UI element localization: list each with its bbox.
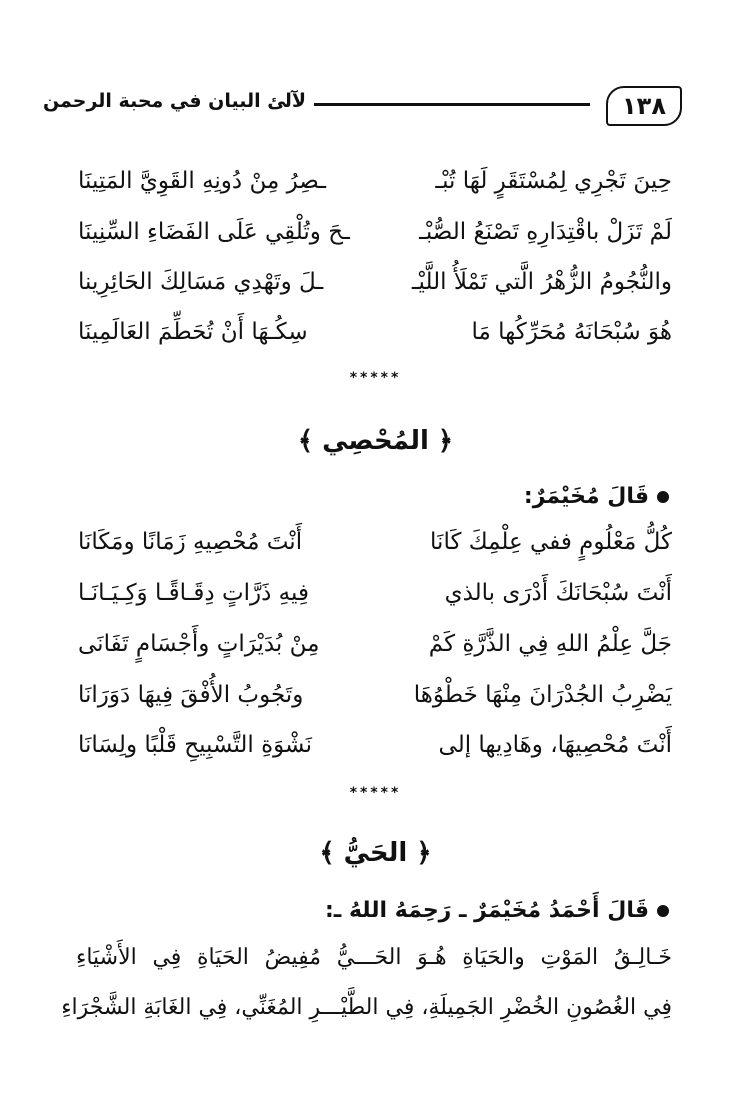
- section-title: ﴿ الحَيُّ ﴾: [319, 838, 432, 868]
- verse-second-hemistich: أَنْتَ مُحْصِيهِ زَمَانًا ومَكَانَا: [78, 529, 303, 555]
- verse-second-hemistich: وتَجُوبُ الأُفْقَ فِيهَا دَوَرَانَا: [78, 682, 304, 708]
- verse-first-hemistich: أَنْتَ مُحْصِيهَا، وهَادِيها إلى: [438, 732, 672, 758]
- poem-verse: [78, 212, 672, 252]
- section-separator: *****: [349, 785, 402, 801]
- poem-verse: [78, 725, 672, 765]
- verse-first-hemistich: أَنْتَ سُبْحَانَكَ أَدْرَى بالذي: [444, 580, 672, 606]
- prose-line: خَـالِـقُ المَوْتِ والحَيَاةِ هُـوَ الحَـــيُّ مُفِيضُ الحَيَاةِ فِي الأَشْيَاءِ: [76, 945, 672, 970]
- prose-line: فِي الغُصُونِ الخُضْرِ الجَمِيلَةِ، فِي الطَّيْـــرِ المُغَنِّي، فِي الغَابَةِ الشَّجْرَاءِ: [61, 995, 672, 1020]
- verse-second-hemistich: ـحَ وتُلْقِي عَلَى الفَضَاءِ السِّنِينَا: [78, 219, 350, 245]
- poem-verse: [78, 161, 672, 201]
- page-number: ١٣٨: [606, 86, 682, 126]
- bullet-icon: [657, 905, 669, 917]
- verse-second-hemistich: نَشْوَةِ التَّسْبِيحِ قَلْبًا ولِسَانَا: [78, 732, 312, 758]
- verse-first-hemistich: جَلَّ عِلْمُ اللهِ فِي الذَّرَّةِ كَمْ: [428, 631, 672, 657]
- page-header: [42, 82, 682, 128]
- verse-first-hemistich: هُوَ سُبْحَانَهُ مُحَرِّكُها مَا: [471, 319, 672, 345]
- verse-second-hemistich: مِنْ بُدَيْرَاتٍ وأَجْسَامٍ تَفَانَى: [78, 631, 320, 657]
- poem-verse: [78, 675, 672, 715]
- header-rule: [314, 103, 590, 106]
- poem-verse: [78, 522, 672, 562]
- poem-verse: [78, 573, 672, 613]
- poet-intro: [524, 484, 669, 509]
- verse-first-hemistich: كُلُّ مَعْلُومٍ ففي عِلْمِكَ كَانَا: [430, 529, 672, 555]
- verse-second-hemistich: فِيهِ ذَرَّاتٍ دِقَـاقًـا وَكِـيَـانَـا: [78, 580, 309, 606]
- verse-second-hemistich: سِكُـهَا أَنْ تُحَطِّمَ العَالَمِينَا: [78, 319, 308, 345]
- verse-first-hemistich: حِينَ تَجْرِي لِمُسْتَقَرٍ لَهَا تُبْـ: [435, 168, 672, 194]
- section-title: ﴿ المُحْصِي ﴾: [297, 426, 454, 456]
- poem-verse: [78, 312, 672, 352]
- section-separator: *****: [349, 370, 402, 386]
- verse-second-hemistich: ـلَ وتَهْدِي مَسَالِكَ الحَائِرِينا: [78, 269, 324, 295]
- bullet-icon: [657, 491, 669, 503]
- verse-first-hemistich: والنُّجُومُ الزُّهْرُ الَّتي تَمْلَأُ اللَّيْـ: [411, 269, 672, 295]
- poem-verse: [78, 624, 672, 664]
- verse-second-hemistich: ـصِرُ مِنْ دُونِهِ القَوِيَّ المَتِينَا: [78, 168, 326, 194]
- poem-verse: [78, 262, 672, 302]
- poet-intro-text: قَالَ مُخَيْمَرٌ:: [523, 484, 649, 509]
- book-title: لآلئ البيان في محبة الرحمن: [42, 90, 306, 112]
- poet-intro: [325, 898, 669, 923]
- poet-intro-text: قَالَ أَحْمَدُ مُخَيْمَرٌ ـ رَحِمَهُ اللهُ ـ:: [324, 898, 649, 923]
- verse-first-hemistich: يَضْرِبُ الجُدْرَانَ مِنْهَا خَطْوُهَا: [413, 682, 672, 708]
- verse-first-hemistich: لَمْ تَزَلْ باقْتِدَارِهِ تَصْنَعُ الصُّبْـ: [419, 219, 672, 245]
